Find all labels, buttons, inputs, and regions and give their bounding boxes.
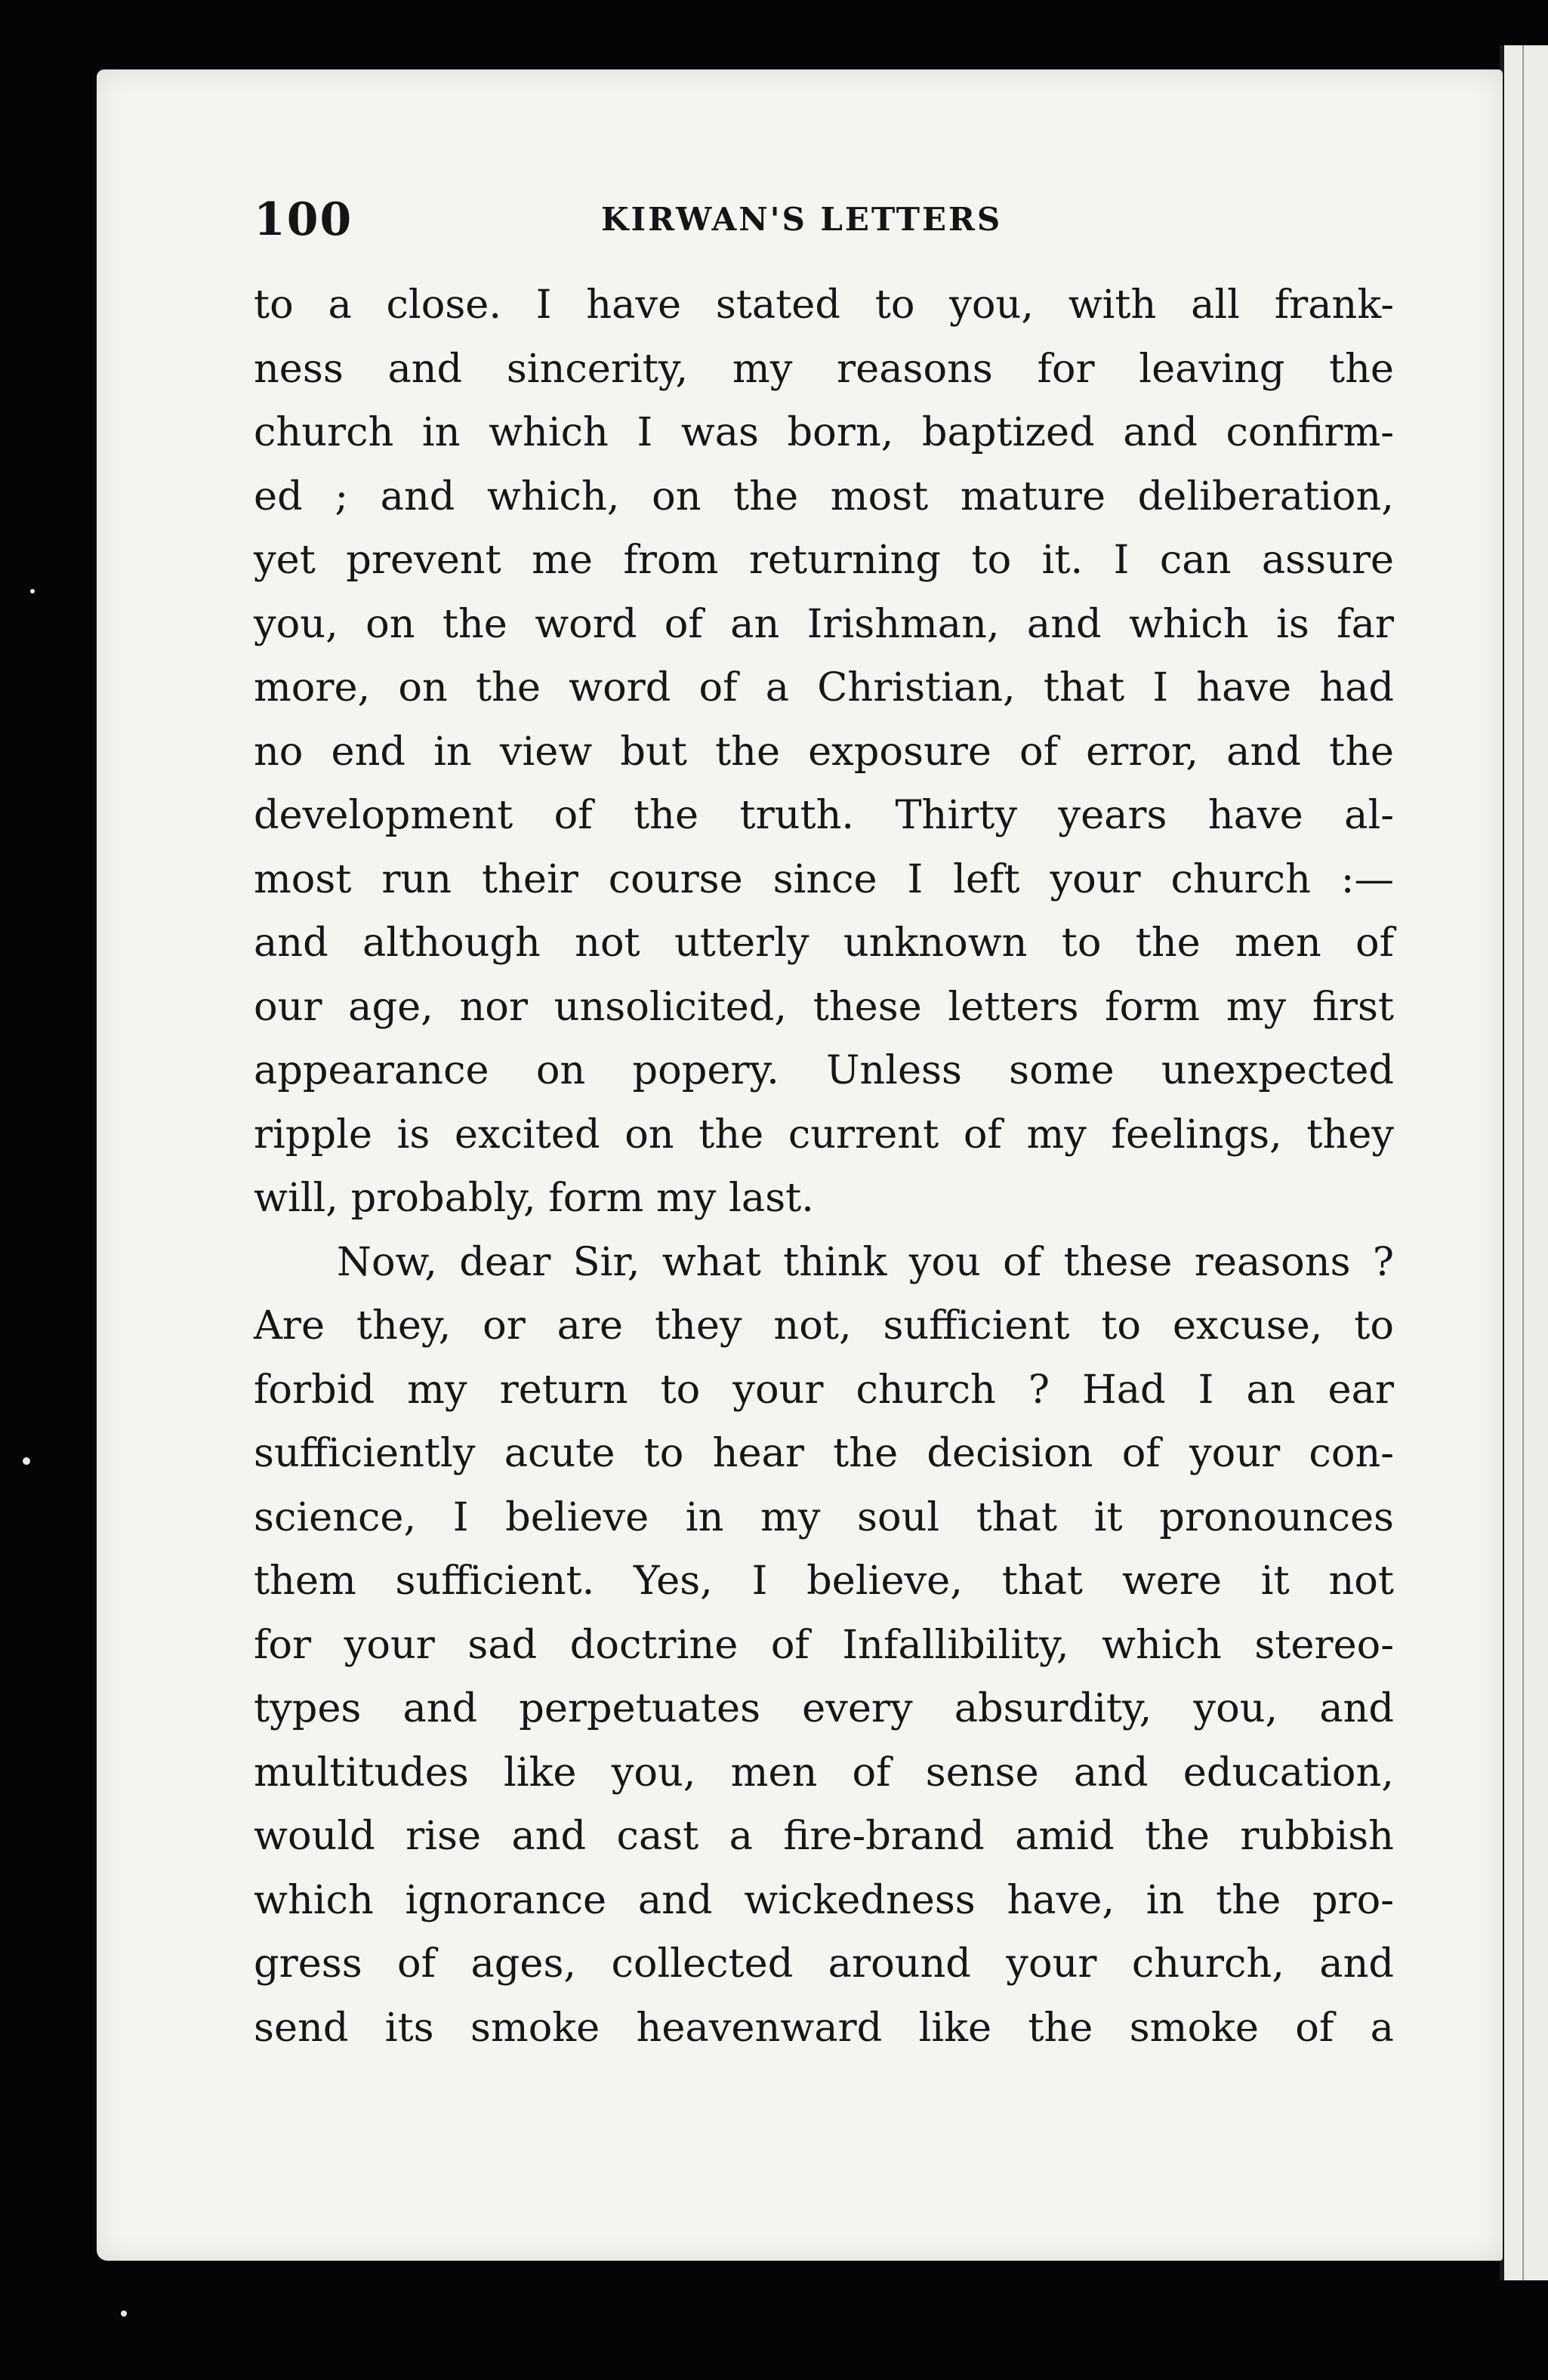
scan-speck [121,2311,127,2317]
text-line: appearance on popery. Unless some unexpected [254,1047,1394,1093]
text-line: gress of ages, collected around your church, and [254,1941,1394,1987]
text-line: to a close. I have stated to you, with all frank- [254,282,1394,328]
page-header [254,193,1016,254]
text-line: ripple is excited on the current of my feelings, they [254,1111,1394,1158]
scan-speck [23,1457,30,1465]
text-line: multitudes like you, men of sense and education, [254,1749,1394,1796]
text-line: sufficiently acute to hear the decision of your con- [254,1430,1394,1476]
body-text [254,273,1394,2060]
text-line: no end in view but the exposure of error, and the [254,728,1394,775]
text-line: types and perpetuates every absurdity, you, and [254,1685,1394,1731]
text-line: church in which I was born, baptized and confirm- [254,409,1394,455]
text-line: Now, dear Sir, what think you of these reasons ? [337,1238,1394,1285]
text-line: more, on the word of a Christian, that I have had [254,664,1394,711]
text-line: would rise and cast a fire-brand amid the rubbish [254,1813,1394,1859]
text-line: send its smoke heavenward like the smoke of a [254,2004,1394,2051]
text-line: will, probably, form my last. [254,1175,814,1221]
adjacent-page-edge [1500,45,1548,2280]
text-line: Are they, or are they not, sufficient to excuse, to [254,1303,1394,1349]
running-head: KIRWAN'S LETTERS [601,201,1003,238]
text-line: which ignorance and wickedness have, in the pro- [254,1876,1394,1923]
text-line: you, on the word of an Irishman, and which is far [254,600,1394,647]
text-line: forbid my return to your church ? Had I an ear [254,1366,1394,1413]
page-number: 100 [254,193,353,246]
text-line: them sufficient. Yes, I believe, that were it not [254,1558,1394,1604]
text-line: science, I believe in my soul that it pronounces [254,1494,1394,1540]
text-line: most run their course since I left your church :— [254,856,1394,902]
scan-speck [30,589,35,593]
text-line: ness and sincerity, my reasons for leaving the [254,345,1394,392]
text-line: ed ; and which, on the most mature deliberation, [254,473,1394,519]
text-line: yet prevent me from returning to it. I can assure [254,537,1394,583]
text-line: and although not utterly unknown to the men of [254,920,1394,966]
text-line: our age, nor unsolicited, these letters form my first [254,983,1394,1030]
text-line: development of the truth. Thirty years have al- [254,792,1394,838]
text-line: for your sad doctrine of Infallibility, which stereo- [254,1621,1394,1668]
